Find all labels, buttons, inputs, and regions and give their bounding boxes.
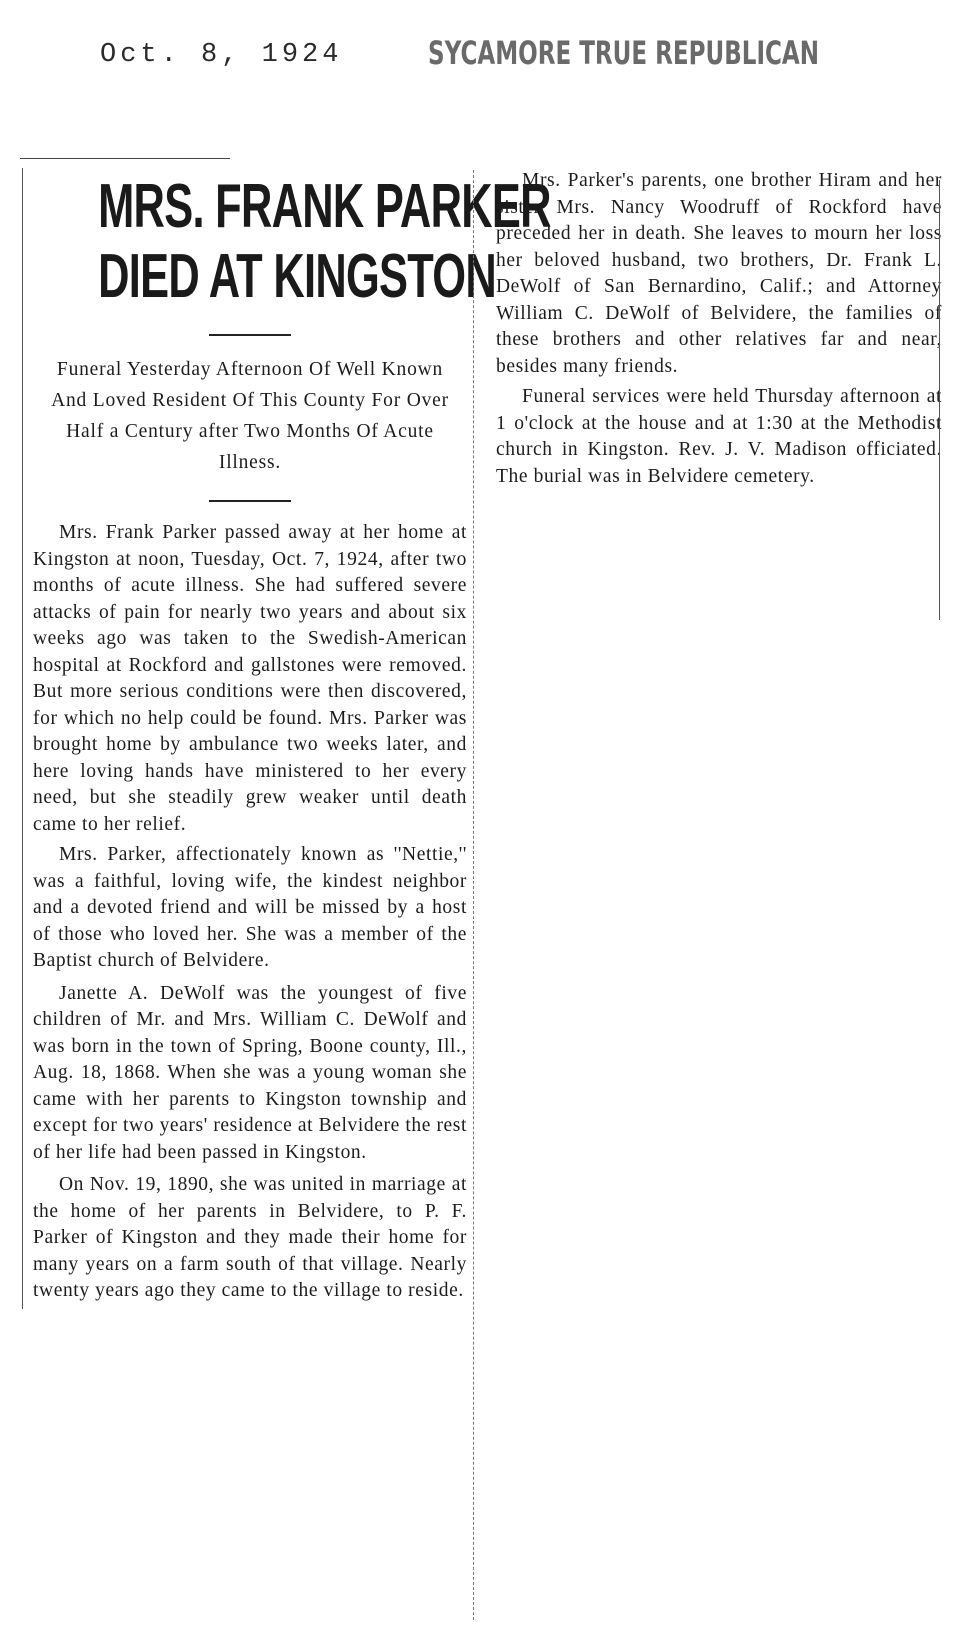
headline-line-1: MRS. FRANK PARKER <box>98 172 551 241</box>
article-paragraph: Mrs. Parker's parents, one brother Hiram and her sister Mrs. Nancy Woodruff of Rockford have preceded her in death. She leaves to mourn her loss her beloved husband, two brothers, Dr. Frank L. DeWolf of San Bernardino, Calif.; and Attorney William C. DeWolf of Belvidere, the families of these brothers and other relatives far and near, besides many friends. <box>496 170 942 377</box>
article-paragraph: Mrs. Parker, affectionately known as ''Nettie,'' was a faithful, loving wife, the kindest neighbor and a devoted friend and will be missed by a host of those who loved her. She was a member of the Baptist church of Belvidere. <box>33 844 467 971</box>
headline-rule <box>209 334 291 336</box>
article-body-right <box>496 168 942 490</box>
subhead-rule <box>209 500 291 502</box>
headline <box>33 172 551 312</box>
article-paragraph: Mrs. Frank Parker passed away at her home at Kingston at noon, Tuesday, Oct. 7, 1924, after two months of acute illness. She had suffered severe attacks of pain for nearly two years and about six weeks ago was taken to the Swedish-American hospital at Rockford and gallstones were removed. But more serious conditions were then discovered, for which no help could be found. Mrs. Parker was brought home by ambulance two weeks later, and here loving hands have ministered to her every need, but she steadily grew weaker until death came to her relief. <box>33 522 467 835</box>
article-column-left <box>22 168 551 1309</box>
column-divider <box>473 170 474 1620</box>
article-paragraph: Funeral services were held Thursday afternoon at 1 o'clock at the house and at 1:30 at the Methodist church in Kingston. Rev. J. V. Madison officiated. The burial was in Belvidere cemetery. <box>496 386 942 487</box>
clipping-date: Oct. 8, 1924 <box>100 40 343 70</box>
article-body-left <box>33 520 467 1305</box>
article-paragraph: On Nov. 19, 1890, she was united in marriage at the home of her parents in Belvidere, to P. F. Parker of Kingston and they made their home for many years on a farm south of that village. Nearly twenty years ago they came to the village to reside. <box>33 1174 467 1301</box>
article-paragraph: Janette A. DeWolf was the youngest of five children of Mr. and Mrs. William C. DeWolf and was born in the town of Spring, Boone county, Ill., Aug. 18, 1868. When she was a young woman she came with her parents to Kingston township and except for two years' residence at Belvidere the rest of her life had been passed in Kingston. <box>33 982 467 1163</box>
article-column-right <box>496 168 942 494</box>
top-rule <box>20 158 230 159</box>
newspaper-source-stamp: SYCAMORE TRUE REPUBLICAN <box>428 34 820 72</box>
right-column-border <box>939 180 940 620</box>
subheadline: Funeral Yesterday Afternoon Of Well Known And Loved Resident Of This County For Over Half a Century after Two Months Of Acute Illness. <box>51 359 449 473</box>
headline-line-2: DIED AT KINGSTON <box>98 242 497 311</box>
